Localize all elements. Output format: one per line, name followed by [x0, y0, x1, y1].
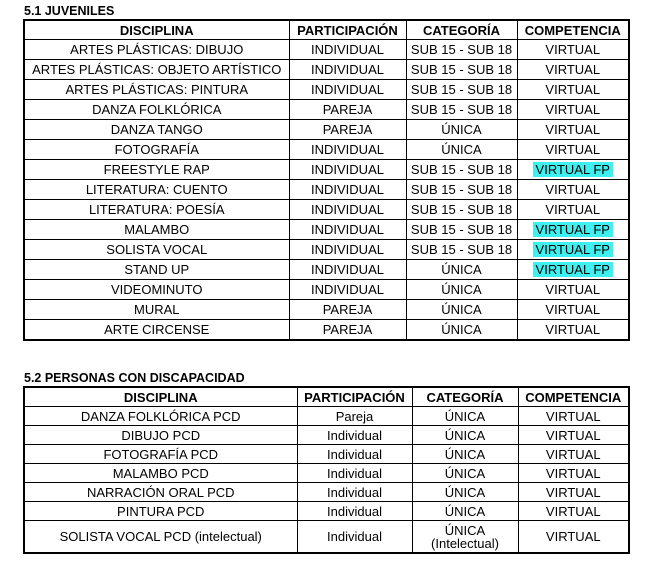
- cell-competencia: [517, 120, 629, 140]
- cell-disciplina: [24, 300, 289, 320]
- cell-competencia: [518, 407, 629, 426]
- cell-text: SUB 15 - SUB 18: [410, 82, 513, 97]
- cell-text: SUB 15 - SUB 18: [410, 222, 513, 237]
- cell-text: ÚNICA: [441, 282, 482, 297]
- cell-competencia: [517, 160, 629, 180]
- cell-competencia: [517, 80, 629, 100]
- cell-disciplina: [24, 100, 289, 120]
- cell-competencia: [517, 100, 629, 120]
- table-row: [24, 426, 629, 445]
- table-row: [24, 220, 629, 240]
- cell-text: NARRACIÓN ORAL PCD: [86, 484, 235, 500]
- cell-participacion: [289, 60, 406, 80]
- cell-competencia: [517, 280, 629, 300]
- table-row: [24, 320, 629, 341]
- cell-categoria: [406, 300, 517, 320]
- cell-text: ÚNICA: [444, 446, 486, 462]
- cell-text: FREESTYLE RAP: [103, 162, 210, 177]
- table-row: [24, 80, 629, 100]
- cell-text: ÚNICA: [441, 322, 482, 337]
- cell-text: VIRTUAL: [545, 322, 601, 337]
- table-row: [24, 120, 629, 140]
- cell-categoria: [406, 80, 517, 100]
- header-participacion: PARTICIPACIÓN: [289, 20, 406, 40]
- cell-participacion: [289, 40, 406, 60]
- cell-text: ARTES PLÁSTICAS: PINTURA: [65, 82, 249, 97]
- table-row: [24, 464, 629, 483]
- cell-text: ÚNICA: [444, 465, 486, 481]
- cell-text: Individual: [327, 484, 382, 500]
- cell-categoria: [406, 160, 517, 180]
- cell-text: VIDEOMINUTO: [111, 282, 203, 297]
- cell-participacion: [289, 180, 406, 200]
- cell-participacion: [289, 320, 406, 341]
- cell-text: SOLISTA VOCAL: [106, 242, 208, 257]
- header-competencia: COMPETENCIA: [517, 20, 629, 40]
- table-row: [24, 180, 629, 200]
- cell-text: LITERATURA: CUENTO: [85, 182, 228, 197]
- table-row: [24, 200, 629, 220]
- cell-text: Pareja: [335, 408, 374, 424]
- cell-categoria: [406, 240, 517, 260]
- cell-competencia: [518, 483, 629, 502]
- cell-categoria: [406, 40, 517, 60]
- cell-disciplina: [24, 80, 289, 100]
- cell-participacion: [289, 240, 406, 260]
- cell-competencia: [517, 240, 629, 260]
- cell-text: VIRTUAL: [545, 484, 601, 500]
- cell-categoria: [406, 200, 517, 220]
- cell-participacion: [289, 200, 406, 220]
- cell-disciplina: [24, 502, 297, 521]
- cell-text: ÚNICA: [441, 262, 482, 277]
- cell-categoria: [406, 320, 517, 341]
- cell-participacion: [297, 407, 412, 426]
- cell-text: VIRTUAL FP: [533, 242, 613, 257]
- cell-disciplina: [24, 220, 289, 240]
- cell-text: SUB 15 - SUB 18: [410, 202, 513, 217]
- cell-categoria: [406, 120, 517, 140]
- header-competencia: COMPETENCIA: [518, 387, 629, 407]
- table-row: [24, 445, 629, 464]
- cell-text: FOTOGRAFÍA PCD: [103, 446, 219, 462]
- cell-disciplina: [24, 260, 289, 280]
- table-row: [24, 240, 629, 260]
- header-participacion: PARTICIPACIÓN: [297, 387, 412, 407]
- cell-disciplina: SOLISTA VOCAL PCD (intelectual): [24, 521, 297, 554]
- cell-participacion: [297, 483, 412, 502]
- cell-competencia: [518, 426, 629, 445]
- table-header-row: [24, 20, 629, 40]
- cell-text: MALAMBO: [124, 222, 190, 237]
- cell-text: Individual: [327, 446, 382, 462]
- cell-text: PINTURA PCD: [117, 503, 205, 519]
- cell-text: VIRTUAL: [545, 503, 601, 519]
- cell-text: VIRTUAL: [545, 282, 601, 297]
- cell-disciplina: [24, 445, 297, 464]
- cell-text: VIRTUAL: [545, 42, 601, 57]
- cell-text: VIRTUAL: [545, 102, 601, 117]
- cell-text: SUB 15 - SUB 18: [410, 162, 513, 177]
- header-categoria: CATEGORÍA: [412, 387, 518, 407]
- table-row: [24, 100, 629, 120]
- cell-participacion: [289, 260, 406, 280]
- table-row: [24, 140, 629, 160]
- cell-text: VIRTUAL: [545, 142, 601, 157]
- cell-participacion: [289, 80, 406, 100]
- table-row: [24, 60, 629, 80]
- cell-text: ÚNICA: [441, 122, 482, 137]
- cell-text: Individual: [327, 427, 382, 443]
- cell-text: SUB 15 - SUB 18: [410, 242, 513, 257]
- cell-text: VIRTUAL: [545, 446, 601, 462]
- cell-participacion: [289, 280, 406, 300]
- cell-text: DANZA FOLKLÓRICA: [92, 102, 222, 117]
- cell-competencia: [517, 180, 629, 200]
- cell-competencia: [517, 200, 629, 220]
- cell-text: INDIVIDUAL: [311, 62, 384, 77]
- categoria-line2: (Intelectual): [431, 535, 499, 551]
- cell-text: INDIVIDUAL: [311, 162, 384, 177]
- cell-text: ÚNICA: [441, 302, 482, 317]
- cell-text: ARTES PLÁSTICAS: OBJETO ARTÍSTICO: [32, 62, 282, 77]
- cell-categoria: [412, 426, 518, 445]
- cell-text: INDIVIDUAL: [311, 142, 384, 157]
- cell-text: SUB 15 - SUB 18: [410, 62, 513, 77]
- cell-participacion: [297, 502, 412, 521]
- cell-text: INDIVIDUAL: [311, 262, 384, 277]
- cell-text: VIRTUAL: [545, 465, 601, 481]
- cell-participacion: [297, 464, 412, 483]
- table-row: [24, 160, 629, 180]
- cell-text: INDIVIDUAL: [311, 182, 384, 197]
- cell-participacion: [289, 300, 406, 320]
- cell-text: ÚNICA: [444, 503, 486, 519]
- cell-competencia: [517, 60, 629, 80]
- cell-text: INDIVIDUAL: [311, 202, 384, 217]
- table-row: [24, 40, 629, 60]
- cell-competencia: [518, 502, 629, 521]
- header-disciplina: DISCIPLINA: [24, 387, 297, 407]
- cell-categoria: [406, 100, 517, 120]
- table-row: [24, 521, 629, 554]
- categoria-line1: ÚNICA: [444, 522, 486, 538]
- cell-disciplina: [24, 464, 297, 483]
- table-row: [24, 483, 629, 502]
- cell-disciplina: [24, 280, 289, 300]
- cell-disciplina: [24, 180, 289, 200]
- cell-text: VIRTUAL FP: [533, 162, 613, 177]
- header-categoria: CATEGORÍA: [406, 20, 517, 40]
- cell-text: ÚNICA: [444, 408, 486, 424]
- cell-disciplina: [24, 320, 289, 341]
- cell-participacion: [297, 426, 412, 445]
- cell-categoria: [412, 464, 518, 483]
- cell-competencia: [517, 140, 629, 160]
- cell-disciplina: [24, 200, 289, 220]
- cell-text: Individual: [327, 465, 382, 481]
- cell-text: ÚNICA: [441, 142, 482, 157]
- cell-competencia: [517, 260, 629, 280]
- cell-text: FOTOGRAFÍA: [114, 142, 199, 157]
- cell-text: MALAMBO PCD: [112, 465, 209, 481]
- cell-text: INDIVIDUAL: [311, 222, 384, 237]
- table-row: [24, 280, 629, 300]
- cell-categoria: [412, 483, 518, 502]
- cell-text: VIRTUAL: [545, 122, 601, 137]
- cell-text: SUB 15 - SUB 18: [410, 102, 513, 117]
- cell-text: ARTE CIRCENSE: [104, 322, 210, 337]
- cell-text: VIRTUAL: [545, 408, 601, 424]
- discapacidad-table: [23, 386, 630, 554]
- cell-text: VIRTUAL: [545, 427, 601, 443]
- table-row: [24, 502, 629, 521]
- cell-disciplina: [24, 160, 289, 180]
- cell-participacion: [289, 140, 406, 160]
- cell-text: INDIVIDUAL: [311, 282, 384, 297]
- cell-competencia: [517, 220, 629, 240]
- cell-competencia: [518, 445, 629, 464]
- cell-text: PAREJA: [322, 302, 373, 317]
- cell-disciplina: [24, 483, 297, 502]
- cell-text: Individual: [327, 503, 382, 519]
- cell-categoria: [406, 140, 517, 160]
- cell-participacion: [289, 220, 406, 240]
- cell-disciplina: [24, 407, 297, 426]
- cell-text: VIRTUAL: [545, 182, 601, 197]
- cell-text: ARTES PLÁSTICAS: DIBUJO: [70, 42, 244, 57]
- cell-text: PAREJA: [322, 102, 373, 117]
- section-title-juveniles: 5.1 JUVENILES: [24, 4, 115, 18]
- cell-competencia: [517, 40, 629, 60]
- cell-categoria: [412, 445, 518, 464]
- cell-text: PAREJA: [322, 322, 373, 337]
- cell-text: VIRTUAL FP: [533, 222, 613, 237]
- cell-disciplina: [24, 140, 289, 160]
- cell-categoria: [406, 280, 517, 300]
- cell-participacion: [297, 445, 412, 464]
- cell-categoria: [412, 407, 518, 426]
- cell-text: INDIVIDUAL: [311, 42, 384, 57]
- cell-categoria: [412, 502, 518, 521]
- cell-categoria: [406, 180, 517, 200]
- section-title-discapacidad: 5.2 PERSONAS CON DISCAPACIDAD: [24, 371, 245, 385]
- cell-text: VIRTUAL: [545, 62, 601, 77]
- cell-text: VIRTUAL: [545, 202, 601, 217]
- cell-competencia: [517, 320, 629, 341]
- cell-participacion: [289, 100, 406, 120]
- cell-text: LITERATURA: POESÍA: [88, 202, 225, 217]
- header-disciplina: DISCIPLINA: [24, 20, 289, 40]
- cell-text: SUB 15 - SUB 18: [410, 42, 513, 57]
- cell-text: DIBUJO PCD: [121, 427, 201, 443]
- cell-categoria: [406, 60, 517, 80]
- cell-categoria: [406, 260, 517, 280]
- table-header-row: [24, 387, 629, 407]
- cell-text: STAND UP: [124, 262, 190, 277]
- juveniles-table: [23, 19, 630, 341]
- cell-text: INDIVIDUAL: [311, 242, 384, 257]
- table-row: [24, 260, 629, 280]
- cell-competencia: VIRTUAL: [518, 521, 629, 554]
- cell-text: DANZA TANGO: [110, 122, 203, 137]
- cell-text: ÚNICA: [444, 427, 486, 443]
- cell-text: DANZA FOLKLÓRICA PCD: [80, 408, 241, 424]
- cell-disciplina: [24, 40, 289, 60]
- cell-text: PAREJA: [322, 122, 373, 137]
- cell-text: VIRTUAL: [545, 302, 601, 317]
- cell-disciplina: [24, 120, 289, 140]
- cell-disciplina: [24, 60, 289, 80]
- cell-competencia: [518, 464, 629, 483]
- cell-participacion: [289, 120, 406, 140]
- cell-participacion: [289, 160, 406, 180]
- table-row: [24, 407, 629, 426]
- cell-text: VIRTUAL: [545, 82, 601, 97]
- cell-competencia: [517, 300, 629, 320]
- cell-text: SUB 15 - SUB 18: [410, 182, 513, 197]
- cell-text: INDIVIDUAL: [311, 82, 384, 97]
- cell-disciplina: [24, 240, 289, 260]
- cell-disciplina: [24, 426, 297, 445]
- cell-text: MURAL: [133, 302, 180, 317]
- cell-text: ÚNICA: [444, 484, 486, 500]
- table-row: [24, 300, 629, 320]
- cell-categoria: [412, 521, 518, 554]
- cell-categoria: [406, 220, 517, 240]
- cell-text: VIRTUAL FP: [533, 262, 613, 277]
- cell-participacion: Individual: [297, 521, 412, 554]
